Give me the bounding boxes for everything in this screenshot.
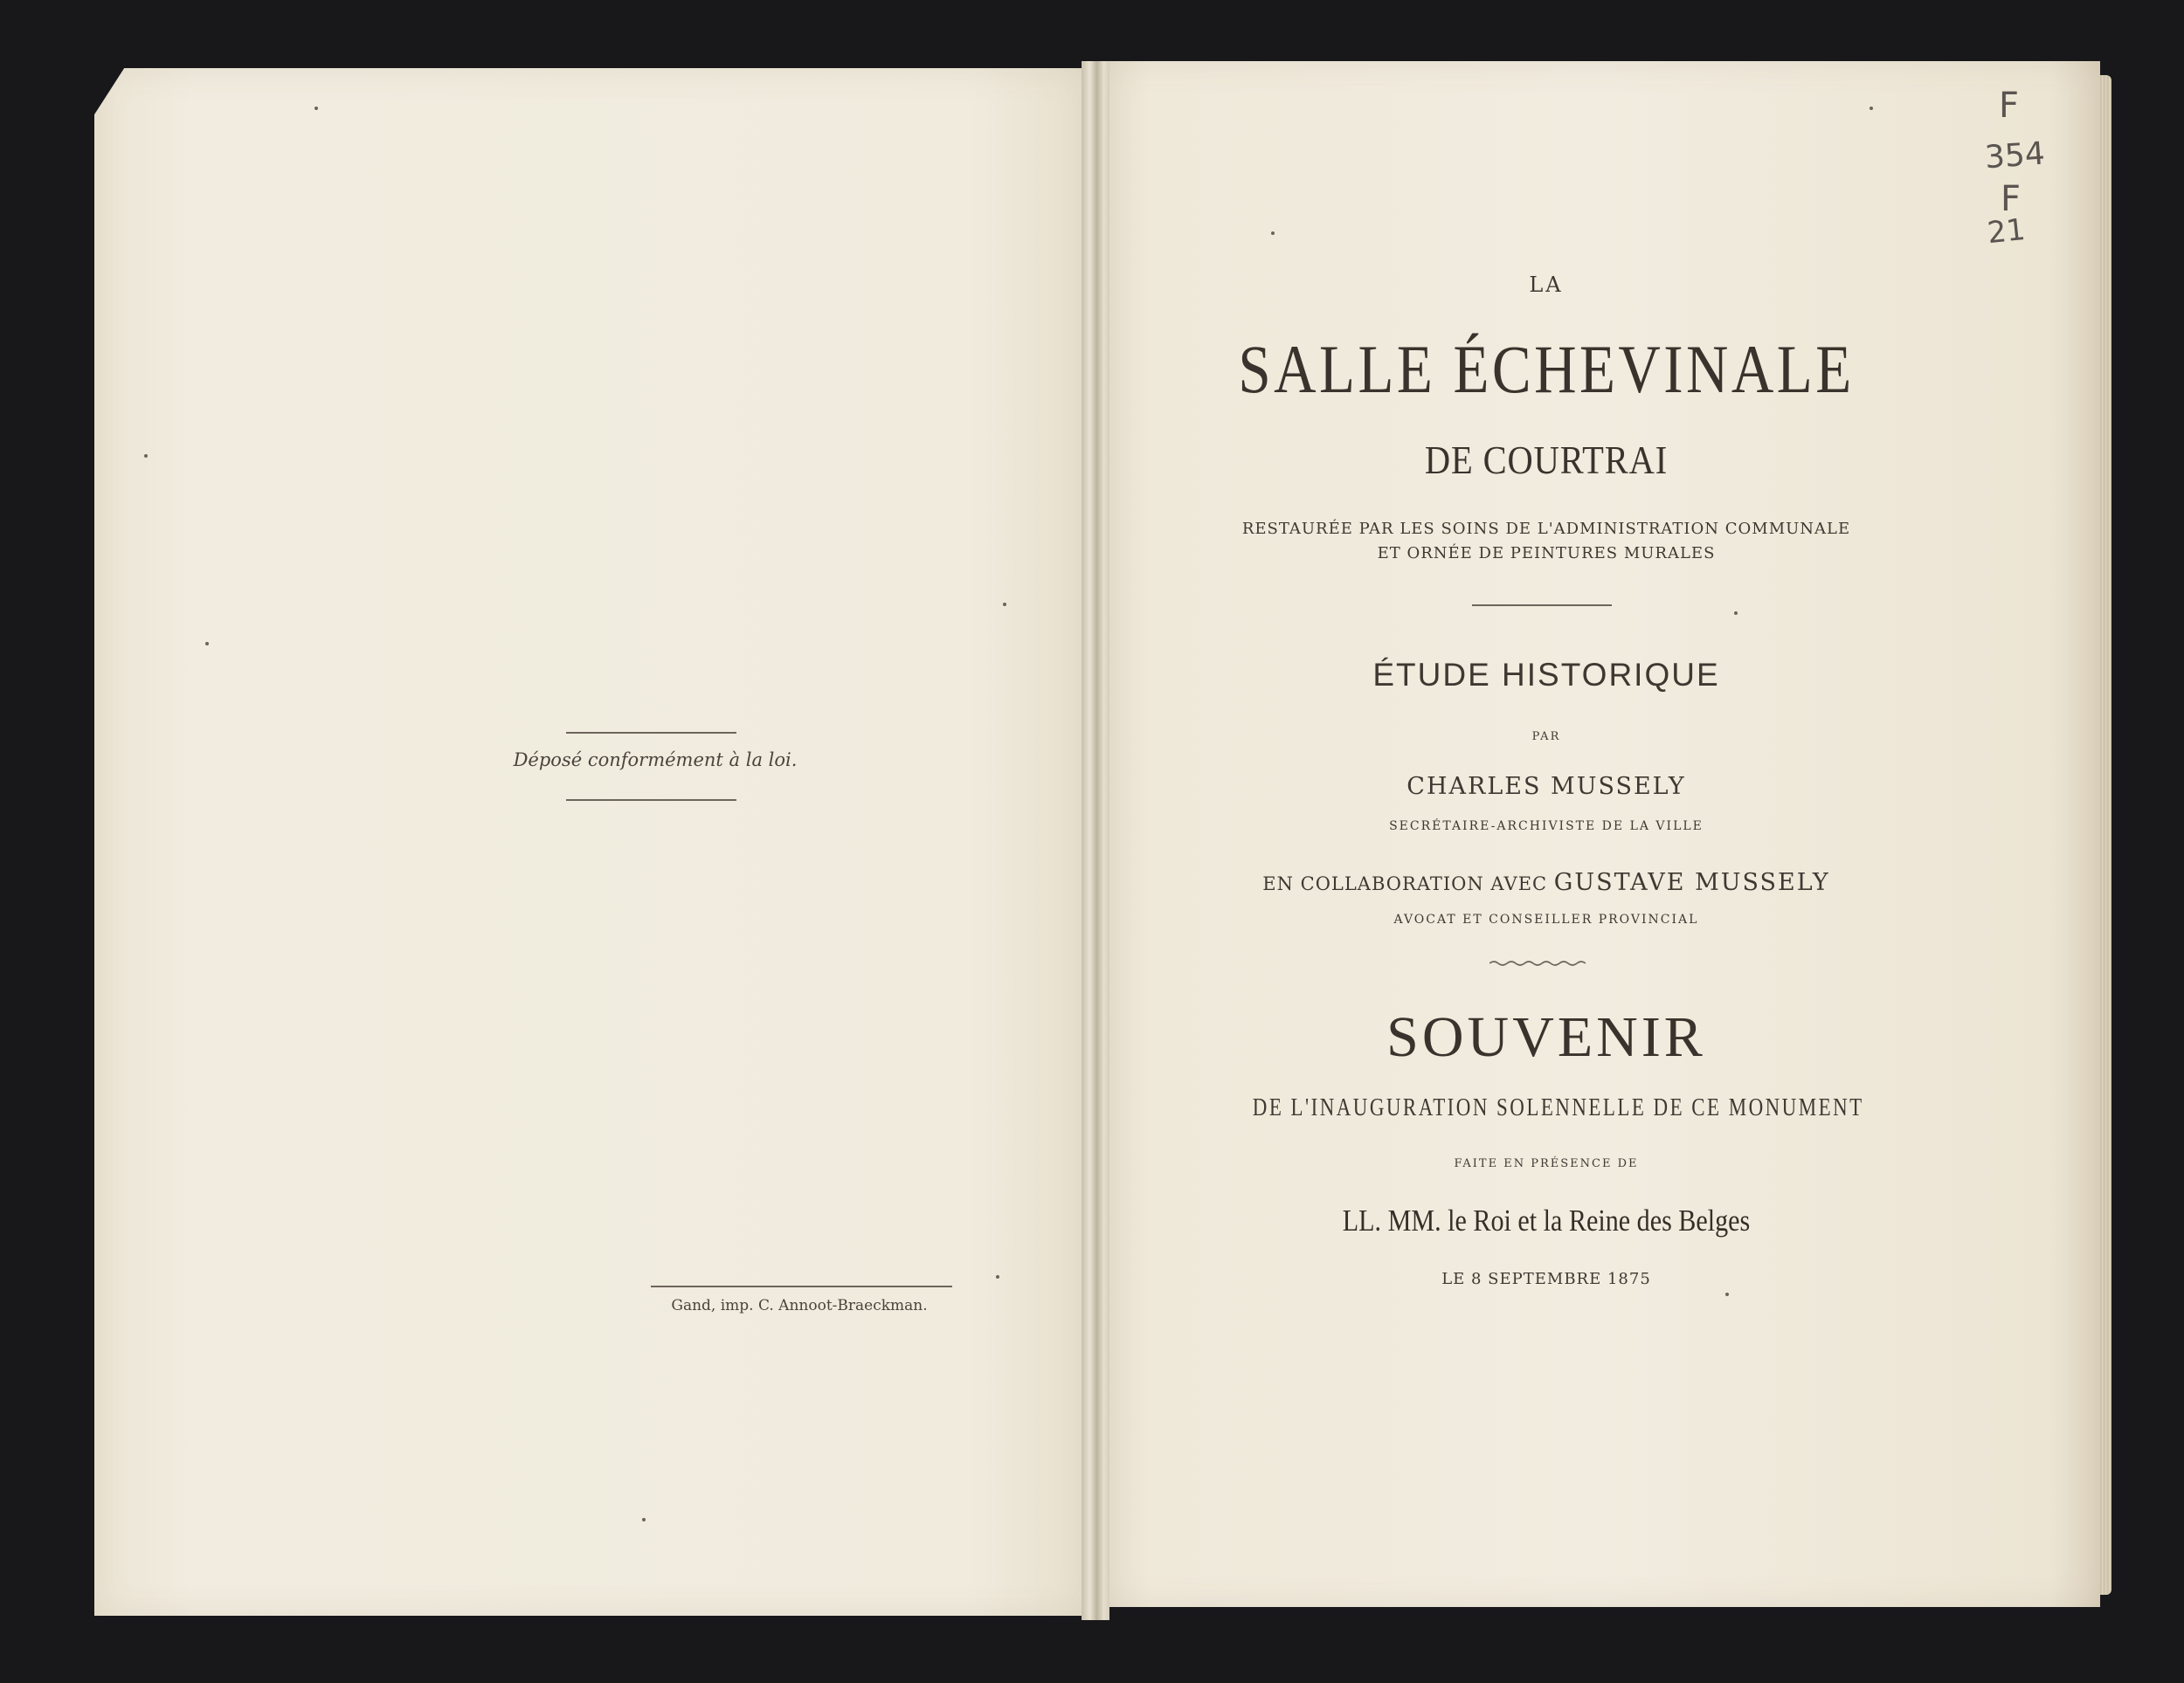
author-role: SECRÉTAIRE-ARCHIVISTE DE LA VILLE <box>1389 819 1704 833</box>
deposit-rule-bottom <box>566 799 736 801</box>
main-title: SALLE ÉCHEVINALE <box>1238 331 1855 407</box>
title-article: LA <box>1529 272 1564 297</box>
paper-speck <box>1003 603 1006 606</box>
paper-speck <box>1271 231 1275 235</box>
inauguration-line: DE L'INAUGURATION SOLENNELLE DE CE MONUMENT <box>1252 1094 1864 1121</box>
author-name: CHARLES MUSSELY <box>1406 773 1686 800</box>
paper-speck <box>1725 1293 1729 1296</box>
left-page <box>94 68 1090 1616</box>
paper-speck <box>314 107 318 110</box>
shelfmark-line-1: F <box>1999 86 2020 126</box>
restoration-line-2: ET ORNÉE DE PEINTURES MURALES <box>1377 544 1716 562</box>
restoration-line-1: RESTAURÉE PAR LES SOINS DE L'ADMINISTRATION COMMUNALE <box>1241 520 1851 538</box>
deposit-notice: Déposé conformément à la loi. <box>513 749 798 770</box>
shelfmark-line-4: 21 <box>1986 211 2028 252</box>
printer-imprint: Gand, imp. C. Annoot-Braeckman. <box>671 1297 928 1314</box>
shelfmark-line-3: F <box>2001 179 2022 219</box>
collaboration-line <box>1188 869 1904 896</box>
spine-gutter <box>1082 61 1109 1620</box>
souvenir-heading: SOUVENIR <box>1386 1005 1706 1069</box>
collaboration-prefix: EN COLLABORATION AVEC <box>1262 873 1548 894</box>
paper-speck <box>996 1275 999 1279</box>
paper-speck <box>144 454 148 458</box>
deposit-rule-top <box>566 732 736 734</box>
coauthor-name: GUSTAVE MUSSELY <box>1553 869 1830 896</box>
coauthor-role: AVOCAT ET CONSEILLER PROVINCIAL <box>1393 913 1699 927</box>
majesties-line: LL. MM. le Roi et la Reine des Belges <box>1342 1204 1751 1238</box>
printer-rule <box>651 1286 952 1287</box>
title-divider-rule <box>1472 604 1612 606</box>
paper-speck <box>642 1518 646 1521</box>
paper-speck <box>1870 107 1873 110</box>
shelfmark-line-2: 354 <box>1983 135 2047 176</box>
presence-line: FAITE EN PRÉSENCE DE <box>1454 1157 1639 1170</box>
by-label: PAR <box>1531 730 1561 743</box>
wavy-ornament <box>1489 959 1586 968</box>
date-line: LE 8 SEPTEMBRE 1875 <box>1441 1270 1651 1288</box>
title-place: DE COURTRAI <box>1424 438 1669 482</box>
study-heading: ÉTUDE HISTORIQUE <box>1372 657 1720 693</box>
paper-speck <box>1734 611 1738 615</box>
paper-speck <box>205 642 209 645</box>
